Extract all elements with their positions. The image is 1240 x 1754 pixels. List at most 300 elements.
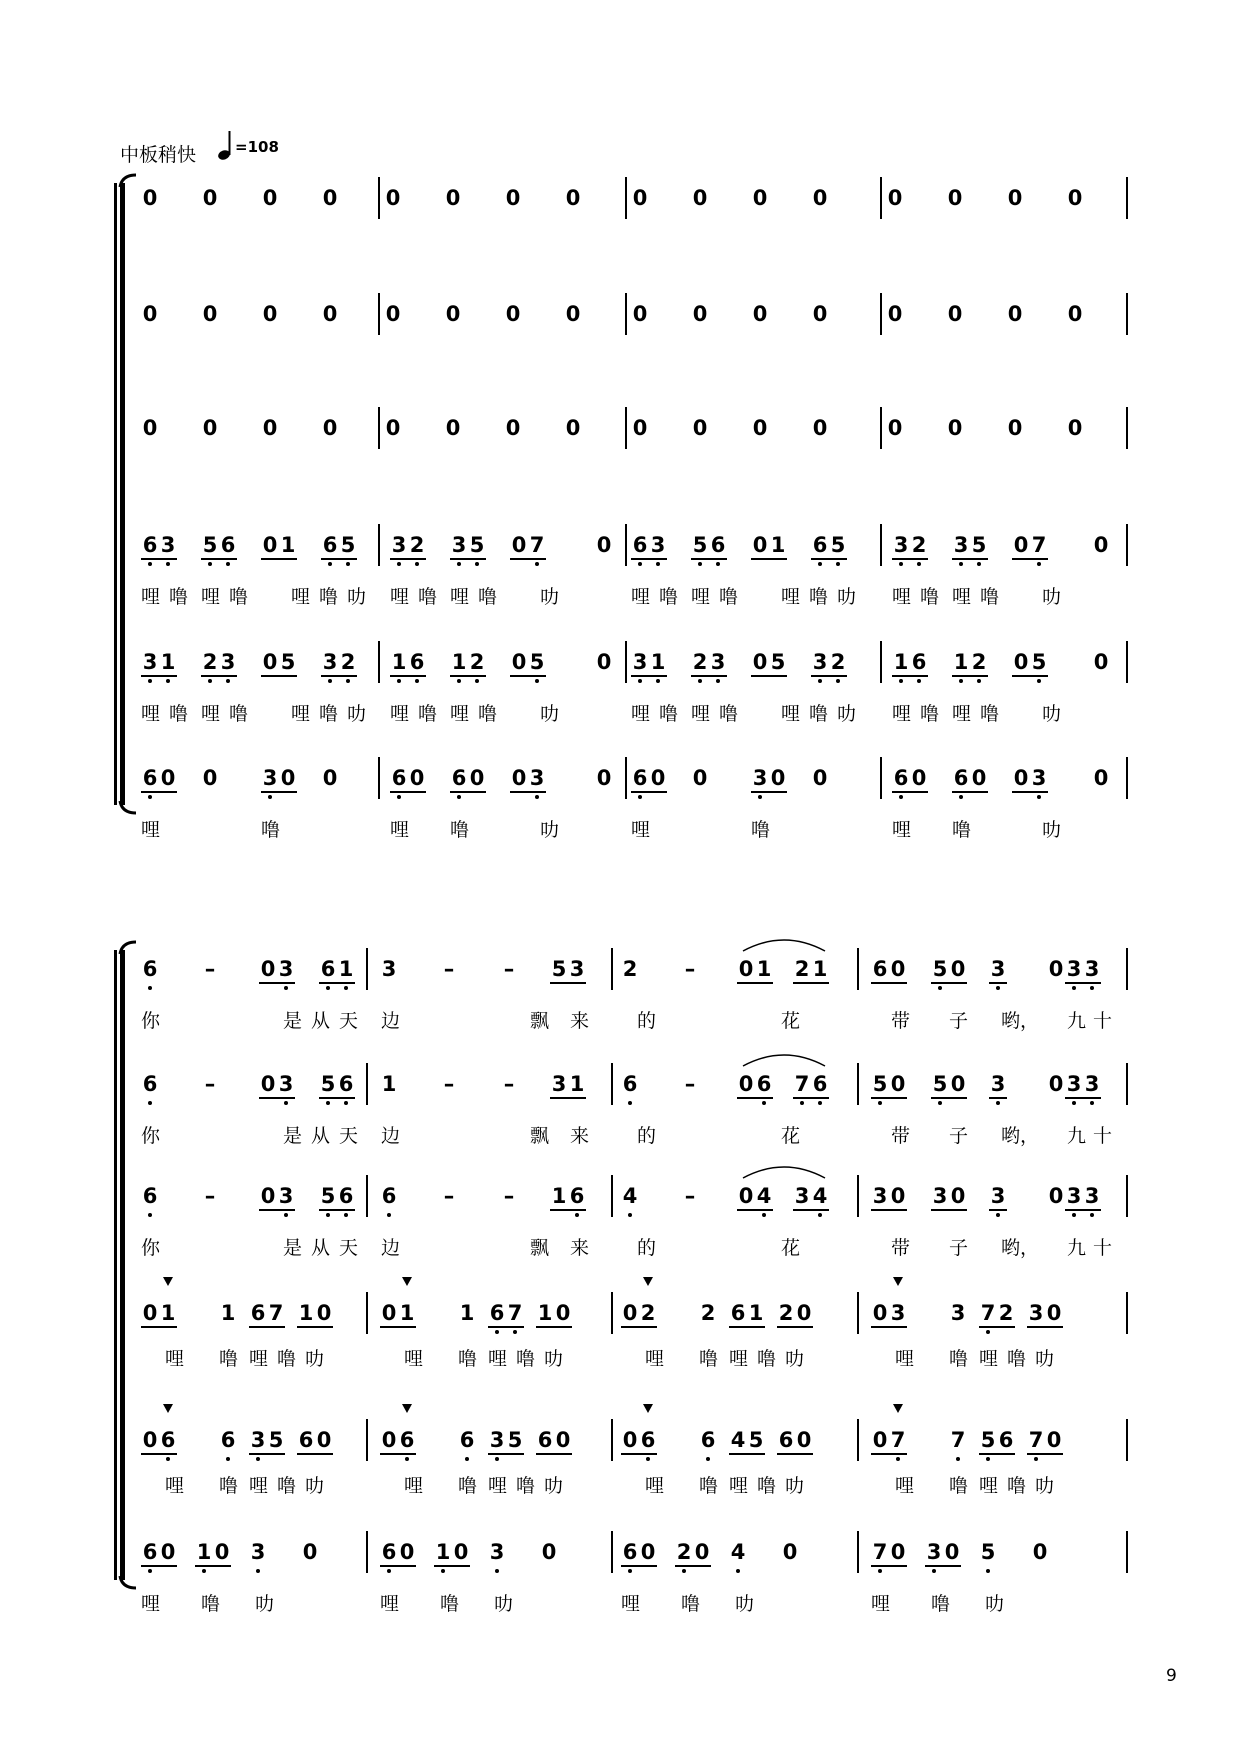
note-digit: 0 (944, 1540, 960, 1564)
melody-note (337, 1073, 355, 1095)
note-digit: 3 (250, 1428, 266, 1452)
beam-underline (691, 558, 727, 560)
beam-underline (793, 982, 829, 984)
octave-dot-below (166, 562, 170, 566)
note-digit: 0 (911, 766, 927, 790)
lyric-syllable: 是 (283, 1125, 303, 1147)
melody-note (1092, 651, 1110, 673)
melody-note (709, 651, 727, 673)
octave-dot-below (638, 679, 642, 683)
note-digit: 0 (596, 766, 612, 790)
lyric-syllable: 噜 (949, 1348, 969, 1370)
octave-dot-below (148, 795, 152, 799)
barline (625, 524, 627, 566)
melody-note (159, 767, 177, 789)
note-digit: 5 (770, 650, 786, 674)
note-digit: 6 (812, 533, 828, 557)
lyric-syllable: 天 (339, 1237, 359, 1259)
note-digit: 3 (812, 650, 828, 674)
note-digit: 6 (489, 1301, 505, 1325)
rest-note (886, 303, 904, 325)
note-digit: 2 (794, 957, 810, 981)
barline (880, 757, 882, 799)
octave-dot-below (166, 1457, 170, 1461)
note-digit: 3 (551, 1072, 567, 1096)
octave-dot-below (495, 1457, 499, 1461)
beam-underline (979, 1453, 1015, 1455)
melody-note (259, 1073, 277, 1095)
note-digit: 0 (890, 957, 906, 981)
note-digit: 0 (505, 416, 521, 440)
melody-note (811, 534, 829, 556)
tie-slur (741, 1048, 827, 1068)
note-digit: 3 (950, 1301, 966, 1325)
lyric-syllable: 叻 (1042, 586, 1062, 608)
octave-dot-below (226, 679, 230, 683)
note-digit: 3 (278, 957, 294, 981)
lyric-syllable: 带 (891, 1010, 911, 1032)
melody-note (488, 1429, 506, 1451)
note-digit: – (684, 957, 696, 981)
melody-note (952, 651, 970, 673)
note-digit: 0 (887, 186, 903, 210)
beam-underline (141, 791, 177, 793)
rest-note (1006, 417, 1024, 439)
octave-dot-below (387, 1569, 391, 1573)
note-digit: 0 (812, 302, 828, 326)
note-digit: 0 (385, 416, 401, 440)
barline (1126, 1292, 1128, 1334)
note-digit: 5 (692, 533, 708, 557)
note-digit: 0 (1093, 533, 1109, 557)
lyric-syllable: 叻 (735, 1593, 755, 1615)
melody-note (949, 1185, 967, 1207)
barline (378, 177, 380, 219)
lyric-syllable: 九 (1067, 1125, 1087, 1147)
beam-underline (1012, 675, 1048, 677)
octave-dot-below (818, 1101, 822, 1105)
melody-note (510, 651, 528, 673)
melody-note (319, 1073, 337, 1095)
melody-note (141, 1429, 159, 1451)
lyric-syllable: 的 (637, 1125, 657, 1147)
note-digit: 0 (752, 650, 768, 674)
note-digit: 5 (932, 1072, 948, 1096)
beam-underline (1065, 1209, 1101, 1211)
melody-note (970, 767, 988, 789)
rest-note (504, 187, 522, 209)
dash-extension (201, 958, 219, 980)
melody-note (554, 1429, 572, 1451)
note-digit: 0 (385, 302, 401, 326)
note-digit: 6 (220, 1428, 236, 1452)
note-digit: 2 (778, 1301, 794, 1325)
melody-note (261, 534, 279, 556)
lyric-syllable: 噜 (516, 1475, 536, 1497)
beam-underline (729, 1326, 765, 1328)
melody-note (261, 767, 279, 789)
melody-note (943, 1541, 961, 1563)
tempo-marking: 中板稍快 (120, 144, 197, 166)
note-digit: 0 (280, 766, 296, 790)
octave-dot-below (698, 679, 702, 683)
melody-note (468, 534, 486, 556)
rest-note (886, 187, 904, 209)
note-digit: 0 (1067, 302, 1083, 326)
note-digit: 6 (320, 957, 336, 981)
note-digit: 0 (1067, 416, 1083, 440)
note-digit: 3 (990, 957, 1006, 981)
note-digit: 0 (1007, 416, 1023, 440)
beam-underline (621, 1453, 657, 1455)
lyric-syllable: 噜 (659, 703, 679, 725)
melody-note (709, 534, 727, 556)
note-digit: 7 (980, 1301, 996, 1325)
note-digit: 0 (202, 186, 218, 210)
melody-note (1045, 1429, 1063, 1451)
beam-underline (141, 675, 177, 677)
melody-note (141, 1302, 159, 1324)
lyric-syllable: 哩 (729, 1348, 749, 1370)
note-digit: 3 (142, 650, 158, 674)
melody-note (301, 1541, 319, 1563)
rest-note (631, 187, 649, 209)
barline (366, 1063, 368, 1105)
note-digit: – (684, 1072, 696, 1096)
octave-dot-below (202, 1569, 206, 1573)
note-digit: 6 (381, 1184, 397, 1208)
note-digit: 6 (459, 1428, 475, 1452)
melody-note (1030, 534, 1048, 556)
lyric-syllable: 噜 (169, 703, 189, 725)
lyric-syllable: 噜 (719, 586, 739, 608)
note-digit: 0 (872, 1301, 888, 1325)
note-digit: 1 (391, 650, 407, 674)
beam-underline (319, 1097, 355, 1099)
melody-note (631, 651, 649, 673)
accent-mark (402, 1277, 412, 1286)
note-digit: 0 (692, 416, 708, 440)
dash-extension (500, 1185, 518, 1207)
note-digit: 0 (445, 302, 461, 326)
note-digit: 4 (756, 1184, 772, 1208)
note-digit: 0 (316, 1301, 332, 1325)
note-digit: 6 (451, 766, 467, 790)
melody-note (321, 651, 339, 673)
octave-dot-below (878, 1569, 882, 1573)
lyric-syllable: 噜 (809, 703, 829, 725)
lyric-syllable: 哩 (165, 1475, 185, 1497)
octave-dot-below (800, 1101, 804, 1105)
melody-note (737, 1073, 755, 1095)
melody-note (699, 1429, 717, 1451)
note-digit: 3 (489, 1540, 505, 1564)
rest-note (321, 417, 339, 439)
beam-underline (811, 558, 847, 560)
beam-underline (952, 675, 988, 677)
melody-note (337, 958, 355, 980)
dash-extension (440, 958, 458, 980)
rest-note (1006, 187, 1024, 209)
lyric-syllable: 哩 (621, 1593, 641, 1615)
note-digit: 1 (459, 1301, 475, 1325)
melody-note (793, 1185, 811, 1207)
lyric-syllable: 噜 (319, 586, 339, 608)
octave-dot-below (397, 679, 401, 683)
note-digit: 0 (1013, 650, 1029, 674)
octave-dot-below (415, 562, 419, 566)
octave-dot-below (346, 679, 350, 683)
note-digit: 2 (911, 533, 927, 557)
lyric-syllable: 子 (949, 1125, 969, 1147)
beam-underline (989, 1209, 1007, 1211)
note-digit: 6 (710, 533, 726, 557)
barline (1126, 1063, 1128, 1105)
note-digit: 0 (511, 650, 527, 674)
beam-underline (931, 1097, 967, 1099)
melody-note (1012, 651, 1030, 673)
barline (366, 948, 368, 990)
melody-note (892, 534, 910, 556)
rest-note (564, 303, 582, 325)
melody-note (536, 1429, 554, 1451)
melody-note (554, 1302, 572, 1324)
beam-underline (931, 1209, 967, 1211)
barline (378, 293, 380, 335)
note-digit: 6 (250, 1301, 266, 1325)
melody-note (1047, 958, 1065, 980)
lyric-syllable: 十 (1093, 1237, 1113, 1259)
note-digit: 0 (322, 766, 338, 790)
beam-underline (195, 1565, 231, 1567)
note-digit: 0 (214, 1540, 230, 1564)
beam-underline (249, 1326, 285, 1328)
lyric-syllable: 哩 (291, 703, 311, 725)
lyric-syllable: 噜 (980, 586, 1000, 608)
beam-underline (751, 791, 787, 793)
beam-underline (297, 1326, 333, 1328)
note-digit: 4 (812, 1184, 828, 1208)
lyric-syllable: 哩 (781, 586, 801, 608)
melody-note (219, 1429, 237, 1451)
note-digit: 0 (260, 957, 276, 981)
octave-dot-below (932, 1569, 936, 1573)
beam-underline (675, 1565, 711, 1567)
melody-note (434, 1541, 452, 1563)
note-digit: 6 (632, 533, 648, 557)
lyric-syllable: 哩 (952, 703, 972, 725)
melody-note (631, 534, 649, 556)
melody-note (390, 534, 408, 556)
lyric-syllable: 哩 (871, 1593, 891, 1615)
melody-note (691, 767, 709, 789)
lyric-syllable: 噜 (659, 586, 679, 608)
melody-note (997, 1302, 1015, 1324)
bracket-line-thick (120, 950, 125, 1580)
note-digit: 0 (1048, 1184, 1064, 1208)
lyric-syllable: 叻 (1042, 703, 1062, 725)
note-digit: 0 (887, 416, 903, 440)
lyric-syllable: 十 (1093, 1010, 1113, 1032)
rest-note (811, 303, 829, 325)
lyric-syllable: 边 (381, 1010, 401, 1032)
note-digit: 0 (202, 302, 218, 326)
note-digit: 0 (812, 186, 828, 210)
octave-dot-below (344, 986, 348, 990)
accent-mark (643, 1277, 653, 1286)
melody-note (1065, 958, 1083, 980)
note-digit: 2 (971, 650, 987, 674)
rest-note (201, 187, 219, 209)
melody-note (1092, 767, 1110, 789)
note-digit: 1 (650, 650, 666, 674)
note-digit: 5 (469, 533, 485, 557)
rest-note (1006, 303, 1024, 325)
note-digit: 3 (953, 533, 969, 557)
note-digit: 5 (551, 957, 567, 981)
octave-dot-below (495, 1330, 499, 1334)
melody-note (871, 1185, 889, 1207)
barline (378, 641, 380, 683)
lyric-syllable: 是 (283, 1237, 303, 1259)
note-digit: 6 (142, 1184, 158, 1208)
lyric-syllable: 哩 (691, 703, 711, 725)
melody-note (729, 1541, 747, 1563)
melody-note (979, 1429, 997, 1451)
melody-note (1012, 534, 1030, 556)
rest-note (946, 303, 964, 325)
melody-note (751, 534, 769, 556)
dash-extension (681, 1185, 699, 1207)
octave-dot-below (628, 1101, 632, 1105)
melody-note (871, 1302, 889, 1324)
note-digit: 0 (890, 1184, 906, 1208)
note-digit: 6 (640, 1428, 656, 1452)
melody-note (621, 1185, 639, 1207)
rest-note (444, 303, 462, 325)
note-digit: 0 (812, 416, 828, 440)
beam-underline (729, 1453, 765, 1455)
note-digit: 0 (316, 1428, 332, 1452)
note-digit: 2 (202, 650, 218, 674)
note-digit: 1 (551, 1184, 567, 1208)
octave-dot-below (977, 679, 981, 683)
octave-dot-below (148, 1213, 152, 1217)
melody-note (458, 1429, 476, 1451)
note-digit: 5 (507, 1428, 523, 1452)
note-digit: 0 (890, 1072, 906, 1096)
barline (1126, 1175, 1128, 1217)
melody-note (380, 1429, 398, 1451)
note-digit: 6 (399, 1428, 415, 1452)
rest-note (1066, 417, 1084, 439)
melody-note (279, 651, 297, 673)
note-digit: 0 (555, 1428, 571, 1452)
octave-dot-below (836, 679, 840, 683)
melody-note (737, 1185, 755, 1207)
beam-underline (1065, 982, 1101, 984)
lyric-syllable: 噜 (277, 1475, 297, 1497)
melody-note (979, 1302, 997, 1324)
melody-note (468, 767, 486, 789)
barline (857, 1292, 859, 1334)
beam-underline (550, 1209, 586, 1211)
lyric-syllable: 哩 (201, 586, 221, 608)
note-digit: 3 (278, 1072, 294, 1096)
barline (611, 948, 613, 990)
note-digit: 1 (160, 650, 176, 674)
accent-mark (893, 1404, 903, 1413)
melody-note (337, 1185, 355, 1207)
note-digit: 6 (298, 1428, 314, 1452)
note-digit: 0 (1048, 1072, 1064, 1096)
lyric-syllable: 叻 (494, 1593, 514, 1615)
octave-dot-below (226, 1457, 230, 1461)
melody-note (261, 651, 279, 673)
lyric-syllable: 飘 (530, 1010, 550, 1032)
lyric-syllable: 哩 (892, 586, 912, 608)
melody-note (315, 1302, 333, 1324)
octave-dot-below (656, 562, 660, 566)
octave-dot-below (1072, 986, 1076, 990)
octave-dot-below (475, 562, 479, 566)
note-digit: 0 (202, 416, 218, 440)
note-digit: 0 (260, 1184, 276, 1208)
melody-note (408, 767, 426, 789)
lyric-syllable: 叻 (540, 819, 560, 841)
lyric-syllable: 噜 (229, 703, 249, 725)
octave-dot-below (284, 986, 288, 990)
note-digit: 7 (268, 1301, 284, 1325)
note-digit: – (684, 1184, 696, 1208)
melody-note (889, 1429, 907, 1451)
note-digit: 6 (622, 1072, 638, 1096)
melody-note (510, 534, 528, 556)
beam-underline (450, 558, 486, 560)
note-digit: 3 (1084, 957, 1100, 981)
lyric-syllable: 哩 (892, 819, 912, 841)
melody-note (737, 958, 755, 980)
melody-note (691, 534, 709, 556)
note-digit: 0 (596, 650, 612, 674)
melody-note (621, 1302, 639, 1324)
note-digit: 1 (160, 1301, 176, 1325)
note-digit: 1 (338, 957, 354, 981)
note-digit: 0 (541, 1540, 557, 1564)
note-digit: 6 (338, 1072, 354, 1096)
octave-dot-below (148, 986, 152, 990)
melody-note (159, 651, 177, 673)
lyric-syllable: 叻 (785, 1348, 805, 1370)
melody-note (468, 651, 486, 673)
melody-note (970, 651, 988, 673)
note-digit: 6 (220, 533, 236, 557)
note-digit: 3 (794, 1184, 810, 1208)
rest-note (751, 417, 769, 439)
beam-underline (871, 1209, 907, 1211)
beam-underline (201, 675, 237, 677)
note-digit: 1 (893, 650, 909, 674)
note-digit: 3 (752, 766, 768, 790)
note-digit: 0 (796, 1428, 812, 1452)
melody-note (729, 1302, 747, 1324)
barline (857, 948, 859, 990)
lyric-syllable: 哩 (165, 1348, 185, 1370)
note-digit: 3 (529, 766, 545, 790)
beam-underline (931, 982, 967, 984)
beam-underline (871, 1326, 907, 1328)
lyric-syllable: 哩 (979, 1348, 999, 1370)
